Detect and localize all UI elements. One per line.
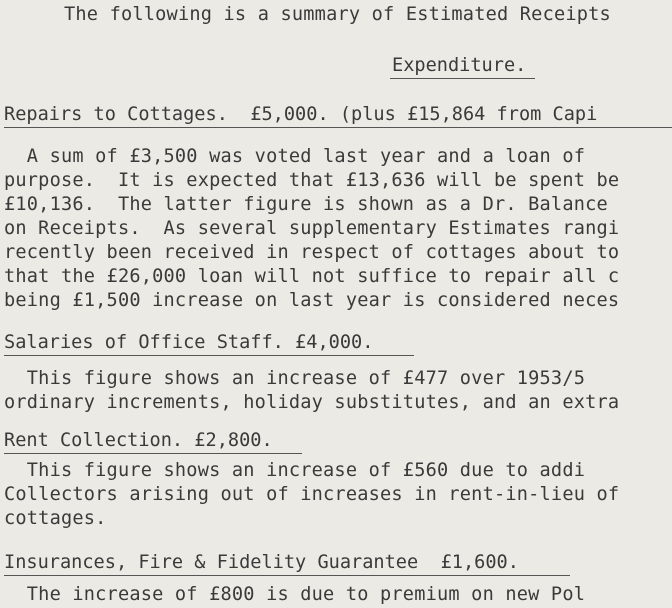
section-heading-rent: Rent Collection. £2,800. [4, 430, 273, 451]
paragraph-line: recently been received in respect of cottages about to [4, 242, 620, 263]
section-underline-insurances [4, 575, 570, 576]
section-underline-salaries [4, 355, 414, 356]
paragraph-line: Collectors arising out of increases in rent-in-lieu of [4, 484, 620, 505]
section-heading-repairs: Repairs to Cottages. £5,000. (plus £15,864 from Capi [4, 104, 598, 125]
expenditure-underline [390, 78, 535, 79]
paragraph-line: The increase of £800 is due to premium on new Pol [4, 584, 586, 605]
paragraph-line: on Receipts. As several supplementary Estimates rangi [4, 218, 620, 239]
intro-line: The following is a summary of Estimated Receipts [64, 4, 611, 25]
paragraph-line: being £1,500 increase on last year is considered neces [4, 290, 620, 311]
paragraph-line: that the £26,000 loan will not suffice to repair all c [4, 266, 620, 287]
section-heading-insurances: Insurances, Fire & Fidelity Guarantee £1,600. [4, 552, 519, 573]
paragraph-line: cottages. [4, 508, 107, 529]
expenditure-heading: Expenditure. [392, 55, 527, 76]
paragraph-line: This figure shows an increase of £477 over 1953/5 [4, 368, 586, 389]
paragraph-line: purpose. It is expected that £13,636 will be spent be [4, 170, 620, 191]
paragraph-line: This figure shows an increase of £560 due to addi [4, 460, 586, 481]
section-underline-repairs [4, 127, 672, 128]
paragraph-line: ordinary increments, holiday substitutes, and an extra [4, 392, 620, 413]
section-underline-rent [4, 453, 302, 454]
section-heading-salaries: Salaries of Office Staff. £4,000. [4, 332, 374, 353]
paragraph-line: £10,136. The latter figure is shown as a Dr. Balance [4, 194, 608, 215]
paragraph-line: A sum of £3,500 was voted last year and a loan of [4, 146, 586, 167]
